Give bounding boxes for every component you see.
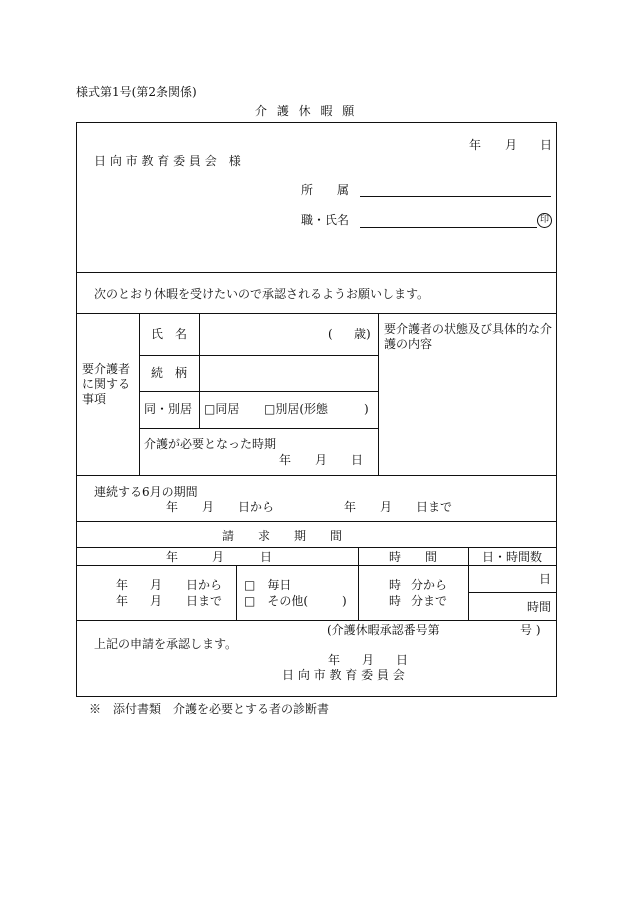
time-to-min: 分まで xyxy=(411,594,448,608)
period-to-month: 月 xyxy=(150,594,163,608)
time-from-min: 分から xyxy=(411,578,448,592)
name-label: 氏 名 xyxy=(151,327,188,341)
separate-option[interactable]: □別居(形態 xyxy=(264,402,329,416)
six-month-label: 連続する6月の期間 xyxy=(94,485,198,499)
divider xyxy=(378,313,379,475)
form-number: 様式第1号(第2条関係) xyxy=(76,85,197,99)
daily-option[interactable]: □ 毎日 xyxy=(244,578,292,592)
six-month-to-day: 日まで xyxy=(416,500,453,514)
divider xyxy=(76,565,557,566)
request-period-title: 請 求 期 間 xyxy=(222,529,343,543)
approval-day: 日 xyxy=(396,653,409,667)
other-close: ) xyxy=(342,594,347,608)
col-time: 時 間 xyxy=(389,550,438,564)
application-date-month: 月 xyxy=(505,138,518,152)
care-section-label-2: に関する xyxy=(82,377,131,391)
department-underline[interactable] xyxy=(360,196,551,197)
period-to-day: 日まで xyxy=(186,594,223,608)
divider xyxy=(139,391,378,392)
request-statement: 次のとおり休暇を受けたいので承認されるようお願いします。 xyxy=(94,287,430,301)
age-label: 歳) xyxy=(354,327,371,341)
six-month-to-year: 年 xyxy=(344,500,357,514)
approval-year: 年 xyxy=(328,653,341,667)
divider xyxy=(76,521,557,522)
divider xyxy=(76,547,557,548)
six-month-from-year: 年 xyxy=(166,500,179,514)
care-start-month: 月 xyxy=(315,453,328,467)
period-to-year: 年 xyxy=(116,594,129,608)
unit-days: 日 xyxy=(539,572,552,586)
condition-label-2: 護の内容 xyxy=(384,337,433,351)
six-month-from-day: 日から xyxy=(238,500,275,514)
time-to-hour: 時 xyxy=(389,594,402,608)
divider xyxy=(139,428,378,429)
cohabit-option[interactable]: □同居 xyxy=(204,402,240,416)
seal-mark: 印 xyxy=(537,213,552,228)
divider xyxy=(358,547,359,620)
divider xyxy=(76,313,557,314)
care-start-label: 介護が必要となった時期 xyxy=(144,437,277,451)
divider xyxy=(468,592,557,593)
divider xyxy=(76,475,557,476)
col-date-day: 日 xyxy=(260,550,273,564)
divider xyxy=(236,565,237,620)
care-section-label-1: 要介護者 xyxy=(82,362,131,376)
unit-hours: 時間 xyxy=(527,600,552,614)
divider xyxy=(76,620,557,621)
approval-number-label: (介護休暇承認番号第 xyxy=(327,623,440,637)
approval-statement: 上記の申請を承認します。 xyxy=(94,637,238,651)
relation-label: 続 柄 xyxy=(151,366,188,380)
approval-number-suffix: 号 ) xyxy=(520,623,541,637)
col-date-month: 月 xyxy=(212,550,225,564)
application-date-year: 年 xyxy=(469,138,482,152)
six-month-from-month: 月 xyxy=(202,500,215,514)
condition-label-1: 要介護者の状態及び具体的な介 xyxy=(384,322,553,336)
divider xyxy=(468,547,469,620)
col-date-year: 年 xyxy=(166,550,179,564)
period-from-day: 日から xyxy=(186,578,223,592)
six-month-to-month: 月 xyxy=(380,500,393,514)
other-option[interactable]: □ その他( xyxy=(244,594,309,608)
cohabit-label: 同・別居 xyxy=(144,402,193,416)
period-from-month: 月 xyxy=(150,578,163,592)
approval-month: 月 xyxy=(362,653,375,667)
care-start-year: 年 xyxy=(279,453,292,467)
col-days-hours: 日・時間数 xyxy=(482,550,543,564)
divider xyxy=(139,355,378,356)
divider xyxy=(199,313,200,428)
care-start-day: 日 xyxy=(351,453,364,467)
divider xyxy=(76,272,557,273)
approval-authority: 日 向 市 教 育 委 員 会 xyxy=(282,668,405,682)
care-section-label-3: 事項 xyxy=(82,392,107,406)
divider xyxy=(139,313,140,475)
position-name-underline[interactable] xyxy=(360,227,537,228)
period-from-year: 年 xyxy=(116,578,129,592)
form-title: 介 護 休 暇 願 xyxy=(255,104,358,118)
separate-close: ) xyxy=(364,402,369,416)
time-from-hour: 時 xyxy=(389,578,402,592)
department-label: 所 属 xyxy=(301,183,350,197)
application-date-day: 日 xyxy=(540,138,553,152)
footnote-attachments: ※ 添付書類 介護を必要とする者の診断書 xyxy=(89,702,330,716)
addressee: 日 向 市 教 育 委 員 会 様 xyxy=(94,154,241,168)
position-name-label: 職・氏名 xyxy=(301,213,350,227)
age-open: ( xyxy=(328,327,333,341)
